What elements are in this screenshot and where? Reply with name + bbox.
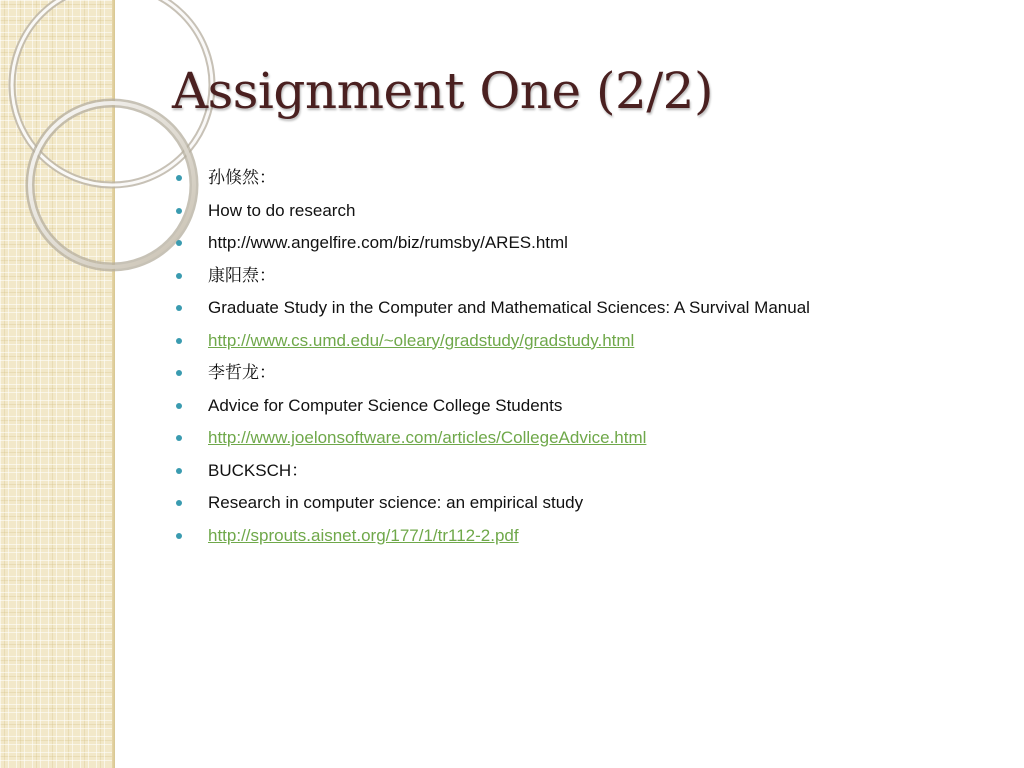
bullet-icon xyxy=(176,370,182,376)
umd-gradstudy-link[interactable]: http://www.cs.umd.edu/~oleary/gradstudy/gradstudy.html xyxy=(208,330,635,350)
bullet-text: Research in computer science: an empirical study xyxy=(208,493,584,512)
bullet-icon xyxy=(176,175,182,181)
bullet-text: Advice for Computer Science College Students xyxy=(208,395,563,415)
joelonsoftware-link[interactable]: http://www.joelonsoftware.com/articles/CollegeAdvice.html xyxy=(208,428,647,447)
bullet-text: 孙倏然： xyxy=(208,168,276,187)
bullet-icon xyxy=(176,500,182,506)
bullet-icon xyxy=(176,208,182,214)
bullet-icon xyxy=(176,403,182,409)
bullet-icon xyxy=(176,435,182,441)
bullet-text: Graduate Study in the Computer and Mathematical Sciences: A Survival Manual xyxy=(208,298,810,317)
bullet-icon xyxy=(176,468,182,474)
bullet-text: BUCKSCH： xyxy=(208,460,309,480)
bullet-text: How to do research xyxy=(208,200,356,220)
bullet-icon xyxy=(176,273,182,279)
bullet-text: 李哲龙： xyxy=(208,363,276,382)
bullet-icon xyxy=(176,533,182,539)
bullet-icon xyxy=(176,240,182,246)
bullet-icon xyxy=(176,305,182,311)
slide-title: Assignment One (2/2) xyxy=(172,62,713,120)
bullet-text: http://www.angelfire.com/biz/rumsby/ARES.html xyxy=(208,233,568,252)
bullet-text: 康阳焘： xyxy=(208,265,276,285)
bullet-icon xyxy=(176,338,182,344)
sprouts-pdf-link[interactable]: http://sprouts.aisnet.org/177/1/tr112-2.pdf xyxy=(208,525,519,545)
